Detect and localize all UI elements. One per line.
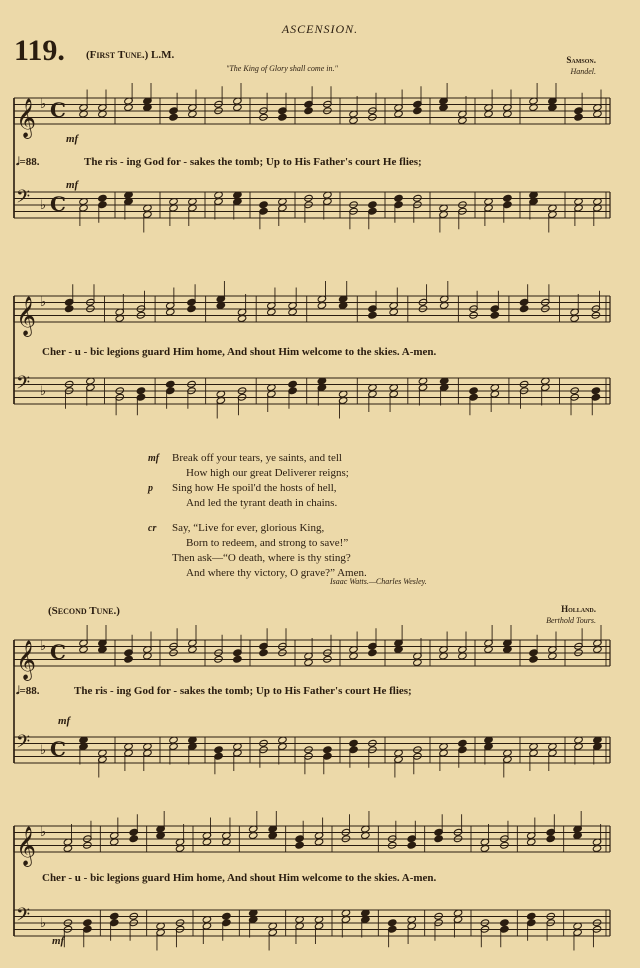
note-head [519,305,528,313]
note-head [214,746,223,754]
verse-text: Born to redeem, and strong to save!” [186,537,349,549]
verses-block [148,451,502,581]
dynamic-mf-4: mf [52,935,65,947]
common-time-icon: C [50,737,66,761]
verse-line [148,451,502,466]
note-head [394,194,403,202]
note-head [323,746,332,754]
bass-clef-icon: 𝄢 [16,905,31,930]
note-head [591,387,600,395]
tempo-mark-1: 𝅗𝅥=88. [16,156,40,168]
common-time-icon: C [50,192,66,216]
flat-icon: ♭ [40,825,47,840]
hymn-number: 119. [14,34,65,67]
note-head [222,912,231,920]
lyrics-line-2: Cher - u - bic legions guard Him home, And shout Him welcome to the skies. A-men. [42,346,437,358]
note-head [490,311,499,319]
treble-clef-icon: 𝄞 [16,640,37,680]
verse-text: Sing how He spoil'd the hosts of hell, [172,482,337,494]
verse-line [172,551,502,566]
note-head [368,649,377,657]
treble-clef-icon: 𝄞 [16,296,37,336]
verse-credit: Isaac Watts.—Charles Wesley. [330,577,427,586]
lyrics-line-4: Cher - u - bic legions guard Him home, And shout Him welcome to the skies. A-men. [42,872,437,884]
bass-clef-icon: 𝄢 [16,373,31,398]
composer-1-name: Samson. [566,55,596,65]
treble-clef-icon: 𝄞 [16,98,37,138]
note-head [64,305,73,313]
lyrics-line-1: The ris - ing God for - sakes the tomb; Up to His Father's court He flies; [84,156,422,168]
note-head [458,739,467,747]
note-head [368,201,377,209]
note-head [259,201,268,209]
note-head [124,655,133,663]
verse-text: How high our great Deliverer reigns; [186,467,349,479]
verse-dynamic: mf [148,453,160,464]
note-head [388,919,397,927]
verse-line [172,466,502,481]
note-head [527,912,536,920]
note-head [529,655,538,663]
note-head [500,919,509,927]
verse-line [172,496,502,511]
verse-dynamic: p [148,483,153,494]
note-head [187,305,196,313]
note-head [83,919,92,927]
verse-line [148,521,502,536]
verse-text: And where thy victory, O grave?” Amen. [186,567,367,579]
first-tune-label: (First Tune.) L.M. [86,49,175,61]
bass-clef-icon: 𝄢 [16,732,31,757]
verse-line [172,536,502,551]
flat-icon: ♭ [40,743,47,758]
note-head [136,387,145,395]
flat-icon: ♭ [40,198,47,213]
note-head [233,655,242,663]
note-head [129,835,138,843]
verse-text: Break off your tears, ye saints, and tell [172,452,342,464]
note-head [166,380,175,388]
composer-1-sub: Handel. [570,67,596,76]
note-head [295,841,304,849]
note-head [574,113,583,121]
note-head [434,835,443,843]
flat-icon: ♭ [40,916,47,931]
note-head [469,387,478,395]
verse-dynamic: cr [148,523,157,534]
note-head [349,739,358,747]
second-tune-label: (Second Tune.) [48,605,120,617]
note-head [169,113,178,121]
note-head [98,194,107,202]
flat-icon: ♭ [40,384,47,399]
note-head [288,380,297,388]
verse-line [148,481,502,496]
common-time-icon: C [50,98,66,122]
note-head [368,311,377,319]
note-head [413,107,422,115]
tempo-mark-2: 𝅗𝅥=88. [16,685,40,697]
flat-icon: ♭ [40,639,47,654]
common-time-icon: C [50,640,66,664]
scripture-quote: "The King of Glory shall come in." [226,64,338,73]
note-head [110,912,119,920]
note-head [259,649,268,657]
dynamic-mf-2: mf [66,179,79,191]
treble-clef-icon: 𝄞 [16,826,37,866]
note-head [503,194,512,202]
flat-icon: ♭ [40,97,47,112]
note-head [278,113,287,121]
flat-icon: ♭ [40,295,47,310]
lyrics-line-3: The ris - ing God for - sakes the tomb; Up to His Father's court He flies; [74,685,412,697]
verse-text: Then ask—“O death, where is thy sting? [172,552,351,564]
section-title: ASCENSION. [281,22,359,36]
note-head [407,841,416,849]
composer-2-name: Holland. [561,604,596,614]
bass-clef-icon: 𝄢 [16,187,31,212]
dynamic-mf-1: mf [66,133,79,145]
note-head [546,835,555,843]
dynamic-mf-3: mf [58,715,71,727]
verse-text: Say, “Live for ever, glorious King, [172,522,325,534]
verse-text: And led the tyrant death in chains. [186,497,338,509]
composer-2-sub: Berthold Tours. [546,616,596,625]
note-head [304,107,313,115]
